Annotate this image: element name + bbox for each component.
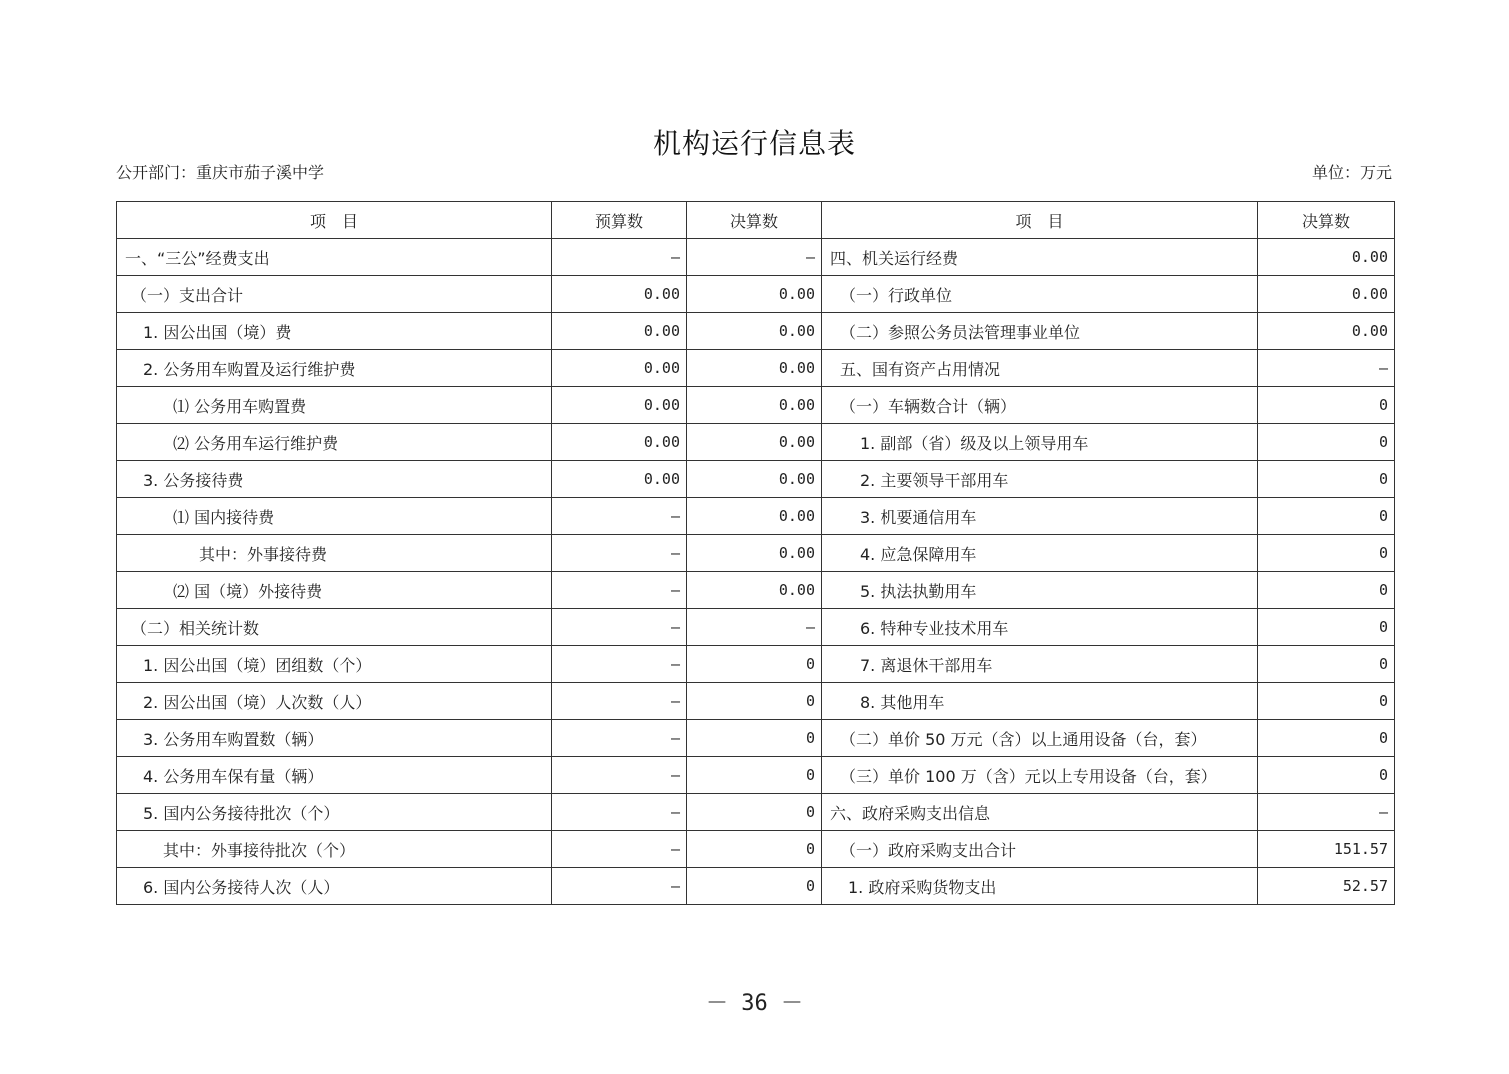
table-row xyxy=(117,387,1395,424)
right-final-value: 0 xyxy=(1258,646,1395,683)
final-value: 0 xyxy=(687,831,822,868)
budget-value: — xyxy=(552,868,687,905)
right-item: 1. 副部（省）级及以上领导用车 xyxy=(822,424,1258,461)
budget-value: 0.00 xyxy=(552,424,687,461)
final-value: 0.00 xyxy=(687,498,822,535)
right-final-value: 0 xyxy=(1258,535,1395,572)
right-item: 3. 机要通信用车 xyxy=(822,498,1258,535)
right-final-value: 52.57 xyxy=(1258,868,1395,905)
budget-value: — xyxy=(552,720,687,757)
budget-value: — xyxy=(552,498,687,535)
left-item: ⑴ 公务用车购置费 xyxy=(117,387,552,424)
header-final-left: 决算数 xyxy=(687,202,822,239)
budget-value: — xyxy=(552,572,687,609)
budget-value: — xyxy=(552,609,687,646)
table-row xyxy=(117,831,1395,868)
left-item: 其中：外事接待批次（个） xyxy=(117,831,552,868)
left-item: ⑵ 国（境）外接待费 xyxy=(117,572,552,609)
unit-label: 单位：万元 xyxy=(1311,163,1392,182)
final-value: 0 xyxy=(687,757,822,794)
institution-info-table xyxy=(116,201,1395,905)
budget-value: 0.00 xyxy=(552,461,687,498)
final-value: 0.00 xyxy=(687,313,822,350)
left-item: 3. 公务用车购置数（辆） xyxy=(117,720,552,757)
header-left-item: 项 目 xyxy=(117,202,552,239)
table-row xyxy=(117,424,1395,461)
page-number: － 36 － xyxy=(706,991,803,1016)
right-final-value: 0 xyxy=(1258,461,1395,498)
right-item: （二）参照公务员法管理事业单位 xyxy=(822,313,1258,350)
right-item: 六、政府采购支出信息 xyxy=(822,794,1258,831)
right-item: 6. 特种专业技术用车 xyxy=(822,609,1258,646)
left-item: 2. 公务用车购置及运行维护费 xyxy=(117,350,552,387)
table-row xyxy=(117,646,1395,683)
final-value: 0.00 xyxy=(687,276,822,313)
table-row xyxy=(117,794,1395,831)
final-value: 0 xyxy=(687,646,822,683)
header-final-right: 决算数 xyxy=(1258,202,1395,239)
table-row xyxy=(117,498,1395,535)
table-row xyxy=(117,757,1395,794)
right-final-value: 0 xyxy=(1258,720,1395,757)
right-final-value: 0 xyxy=(1258,572,1395,609)
final-value: 0 xyxy=(687,794,822,831)
right-item: （二）单价 50 万元（含）以上通用设备（台，套） xyxy=(822,720,1258,757)
final-value: 0 xyxy=(687,683,822,720)
left-item: 2. 因公出国（境）人次数（人） xyxy=(117,683,552,720)
final-value: 0.00 xyxy=(687,461,822,498)
left-item: 6. 国内公务接待人次（人） xyxy=(117,868,552,905)
right-final-value: 0 xyxy=(1258,757,1395,794)
right-item: 1. 政府采购货物支出 xyxy=(822,868,1258,905)
department-label: 公开部门：重庆市茄子溪中学 xyxy=(116,163,325,182)
left-item: ⑵ 公务用车运行维护费 xyxy=(117,424,552,461)
table-row xyxy=(117,276,1395,313)
final-value: 0.00 xyxy=(687,350,822,387)
budget-value: 0.00 xyxy=(552,313,687,350)
header-budget: 预算数 xyxy=(552,202,687,239)
table-row xyxy=(117,350,1395,387)
header-right-item: 项 目 xyxy=(822,202,1258,239)
left-item: 5. 国内公务接待批次（个） xyxy=(117,794,552,831)
budget-value: 0.00 xyxy=(552,387,687,424)
right-final-value: 0.00 xyxy=(1258,276,1395,313)
final-value: 0 xyxy=(687,720,822,757)
right-final-value: 0.00 xyxy=(1258,313,1395,350)
budget-value: 0.00 xyxy=(552,350,687,387)
final-value: — xyxy=(687,239,822,276)
right-final-value: 0 xyxy=(1258,498,1395,535)
right-final-value: 0 xyxy=(1258,387,1395,424)
budget-value: — xyxy=(552,239,687,276)
right-item: 5. 执法执勤用车 xyxy=(822,572,1258,609)
left-item: 一、“三公”经费支出 xyxy=(117,239,552,276)
right-final-value: 0 xyxy=(1258,609,1395,646)
left-item: 4. 公务用车保有量（辆） xyxy=(117,757,552,794)
final-value: — xyxy=(687,609,822,646)
table-row xyxy=(117,461,1395,498)
table-row xyxy=(117,683,1395,720)
right-final-value: 0.00 xyxy=(1258,239,1395,276)
right-final-value: — xyxy=(1258,794,1395,831)
final-value: 0.00 xyxy=(687,424,822,461)
right-final-value: 0 xyxy=(1258,683,1395,720)
right-item: （一）政府采购支出合计 xyxy=(822,831,1258,868)
right-final-value: 0 xyxy=(1258,424,1395,461)
budget-value: — xyxy=(552,831,687,868)
table-row xyxy=(117,313,1395,350)
left-item: （二）相关统计数 xyxy=(117,609,552,646)
right-item: 2. 主要领导干部用车 xyxy=(822,461,1258,498)
left-item: 1. 因公出国（境）费 xyxy=(117,313,552,350)
right-item: 8. 其他用车 xyxy=(822,683,1258,720)
right-item: （一）行政单位 xyxy=(822,276,1258,313)
budget-value: — xyxy=(552,646,687,683)
final-value: 0.00 xyxy=(687,535,822,572)
final-value: 0 xyxy=(687,868,822,905)
final-value: 0.00 xyxy=(687,387,822,424)
left-item: 3. 公务接待费 xyxy=(117,461,552,498)
budget-value: — xyxy=(552,757,687,794)
budget-value: — xyxy=(552,535,687,572)
right-final-value: — xyxy=(1258,350,1395,387)
table-header-row xyxy=(117,202,1395,239)
left-item: 其中：外事接待费 xyxy=(117,535,552,572)
table-row xyxy=(117,609,1395,646)
budget-value: — xyxy=(552,683,687,720)
right-final-value: 151.57 xyxy=(1258,831,1395,868)
right-item: （一）车辆数合计（辆） xyxy=(822,387,1258,424)
table-row xyxy=(117,572,1395,609)
right-item: 四、机关运行经费 xyxy=(822,239,1258,276)
right-item: 7. 离退休干部用车 xyxy=(822,646,1258,683)
left-item: ⑴ 国内接待费 xyxy=(117,498,552,535)
left-item: 1. 因公出国（境）团组数（个） xyxy=(117,646,552,683)
table-row xyxy=(117,868,1395,905)
left-item: （一）支出合计 xyxy=(117,276,552,313)
page-title: 机构运行信息表 xyxy=(652,127,856,160)
budget-value: — xyxy=(552,794,687,831)
table-row xyxy=(117,239,1395,276)
final-value: 0.00 xyxy=(687,572,822,609)
table-row xyxy=(117,535,1395,572)
right-item: 五、国有资产占用情况 xyxy=(822,350,1258,387)
table-row xyxy=(117,720,1395,757)
budget-value: 0.00 xyxy=(552,276,687,313)
right-item: 4. 应急保障用车 xyxy=(822,535,1258,572)
right-item: （三）单价 100 万（含）元以上专用设备（台，套） xyxy=(822,757,1258,794)
